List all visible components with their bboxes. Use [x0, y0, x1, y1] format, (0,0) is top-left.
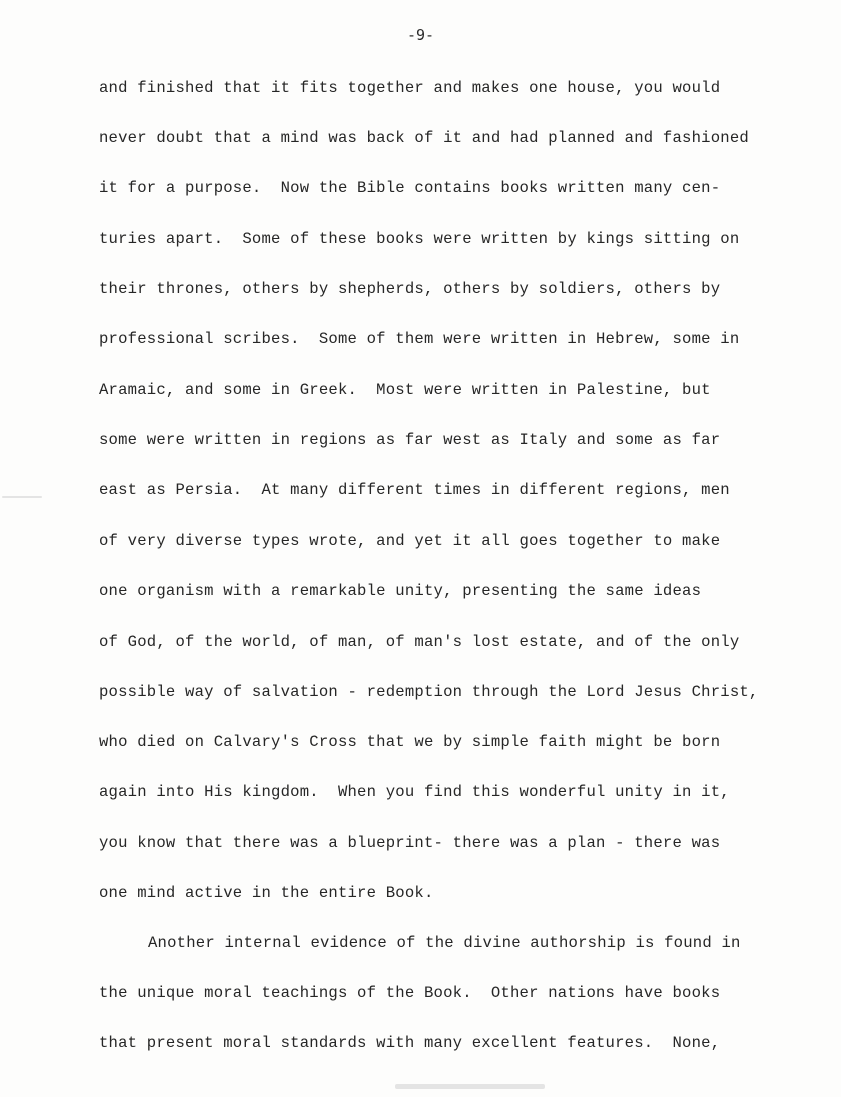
text-line: of very diverse types wrote, and yet it all goes together to make — [99, 532, 721, 550]
text-line: Aramaic, and some in Greek. Most were written in Palestine, but — [99, 381, 711, 399]
text-line: possible way of salvation - redemption through the Lord Jesus Christ, — [99, 683, 759, 701]
text-line: the unique moral teachings of the Book. Other nations have books — [99, 984, 721, 1002]
scan-smudge — [2, 496, 42, 498]
text-line: one mind active in the entire Book. — [99, 884, 434, 902]
text-line: east as Persia. At many different times in different regions, men — [99, 481, 730, 499]
scan-smudge — [395, 1084, 545, 1089]
text-line: that present moral standards with many excellent features. None, — [99, 1034, 721, 1052]
text-line: who died on Calvary's Cross that we by simple faith might be born — [99, 733, 721, 751]
text-line: one organism with a remarkable unity, presenting the same ideas — [99, 582, 702, 600]
text-line: professional scribes. Some of them were written in Hebrew, some in — [99, 330, 740, 348]
text-line: of God, of the world, of man, of man's lost estate, and of the only — [99, 633, 740, 651]
text-line: and finished that it fits together and makes one house, you would — [99, 79, 721, 97]
text-line: it for a purpose. Now the Bible contains books written many cen- — [99, 179, 721, 197]
text-line: some were written in regions as far west as Italy and some as far — [99, 431, 721, 449]
text-line: you know that there was a blueprint- there was a plan - there was — [99, 834, 721, 852]
text-line: their thrones, others by shepherds, others by soldiers, others by — [99, 280, 721, 298]
paragraph-first-line: Another internal evidence of the divine authorship is found in — [148, 934, 741, 952]
page-number: -9- — [406, 26, 435, 44]
text-line: turies apart. Some of these books were written by kings sitting on — [99, 230, 740, 248]
text-line: again into His kingdom. When you find this wonderful unity in it, — [99, 783, 730, 801]
text-line: never doubt that a mind was back of it and had planned and fashioned — [99, 129, 749, 147]
